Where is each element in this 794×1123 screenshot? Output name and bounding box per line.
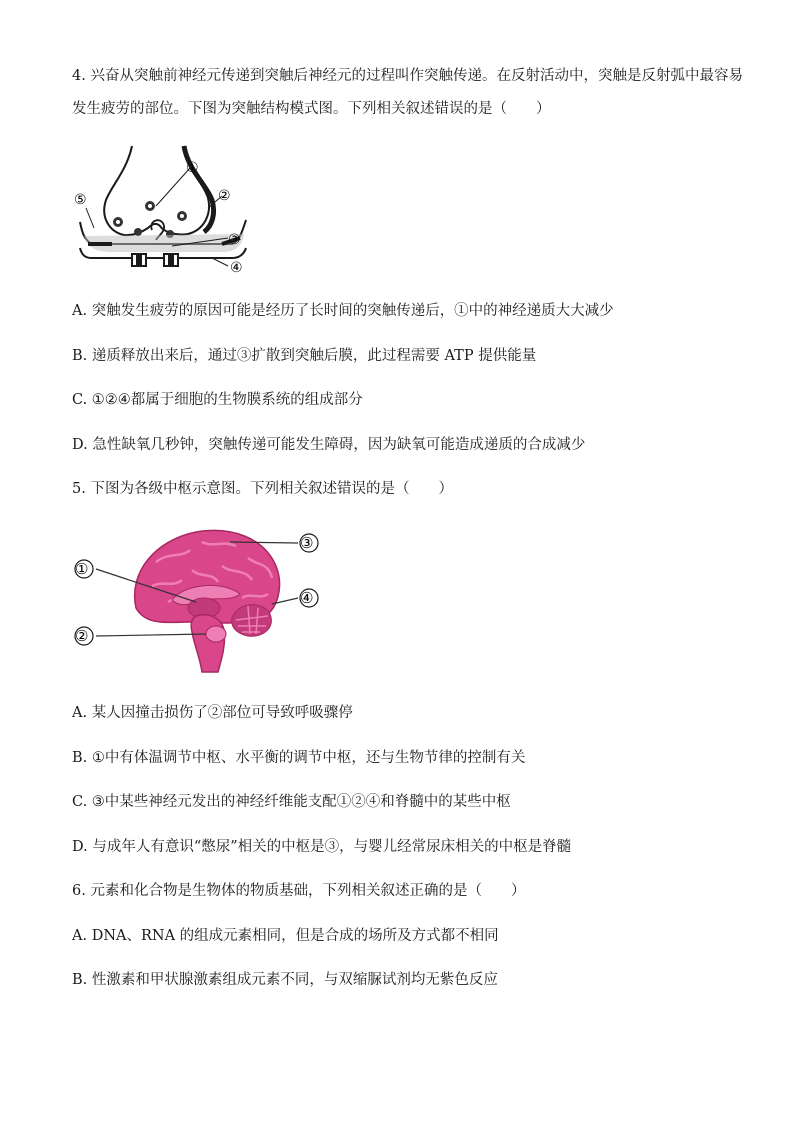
label-3: ③ (228, 232, 241, 248)
q5-stem: 5. 下图为各级中枢示意图。下列相关叙述错误的是（ ） (72, 481, 453, 497)
q5-option-d: D. 与成年人有意识“憋尿”相关的中枢是③，与婴儿经常尿床相关的中枢是脊髓 (72, 839, 572, 855)
synapse-figure (72, 140, 262, 280)
brain-label-3: ③ (300, 534, 314, 552)
q4-option-a: A. 突触发生疲劳的原因可能是经历了长时间的突触传递后，①中的神经递质大大减少 (72, 303, 614, 319)
q4-stem-line-1: 4. 兴奋从突触前神经元传递到突触后神经元的过程叫作突触传递。在反射活动中，突触是反射弧中最容易 (72, 68, 743, 84)
label-1: ① (186, 160, 199, 176)
q4-option-b: B. 递质释放出来后，通过③扩散到突触后膜，此过程需要 ATP 提供能量 (72, 348, 537, 364)
q5-option-c: C. ③中某些神经元发出的神经纤维能支配①②④和脊髓中的某些中枢 (72, 794, 511, 810)
q6-stem: 6. 元素和化合物是生物体的物质基础，下列相关叙述正确的是（ ） (72, 883, 526, 899)
label-5: ⑤ (74, 192, 87, 208)
brainstem (191, 615, 224, 672)
brain-figure (72, 522, 332, 677)
brain-label-4: ④ (300, 589, 314, 607)
q6-option-b: B. 性激素和甲状腺激素组成元素不同，与双缩脲试剂均无紫色反应 (72, 972, 498, 988)
brain-label-1: ① (75, 560, 89, 578)
q5-option-b: B. ①中有体温调节中枢、水平衡的调节中枢，还与生物节律的控制有关 (72, 750, 526, 766)
brain-label-2: ② (75, 627, 89, 645)
q4-option-c: C. ①②④都属于细胞的生物膜系统的组成部分 (72, 392, 363, 408)
q5-option-a: A. 某人因撞击损伤了②部位可导致呼吸骤停 (72, 705, 353, 721)
q4-stem-line-2: 发生疲劳的部位。下图为突触结构模式图。下列相关叙述错误的是（ ） (72, 101, 551, 117)
synaptic-vesicle (134, 228, 142, 236)
label-4: ④ (230, 260, 243, 276)
label-2: ② (218, 188, 231, 204)
q4-option-d: D. 急性缺氧几秒钟，突触传递可能发生障碍，因为缺氧可能造成递质的合成减少 (72, 437, 586, 453)
q6-option-a: A. DNA、RNA 的组成元素相同，但是合成的场所及方式都不相同 (72, 928, 499, 944)
